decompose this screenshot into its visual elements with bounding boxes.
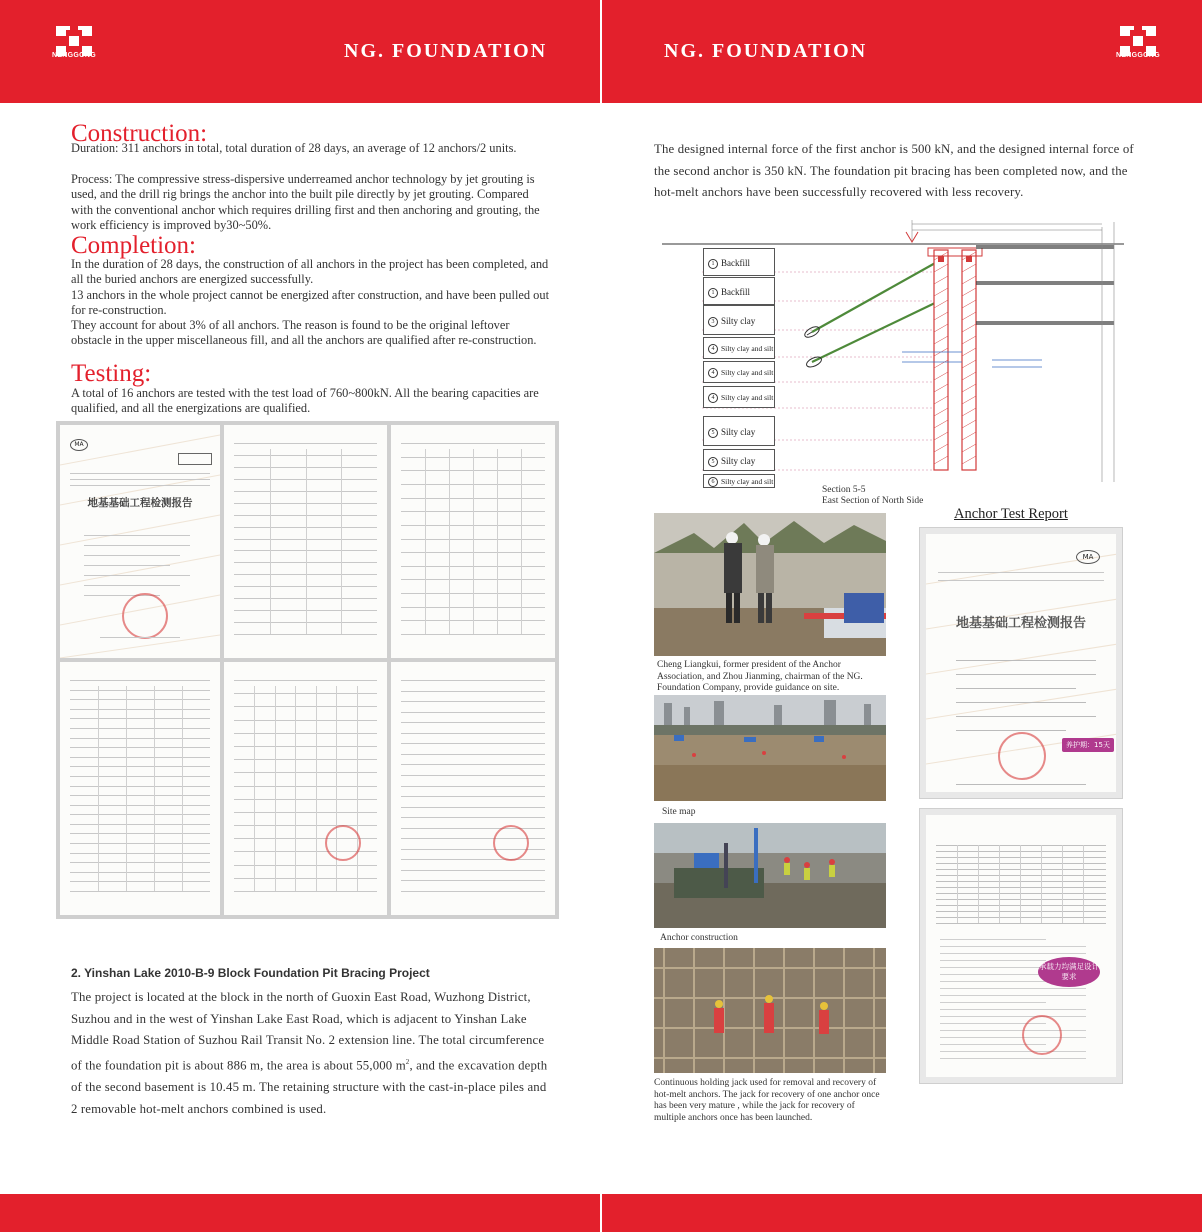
completion-heading: Completion: [71,232,196,259]
report-text-line [940,1009,1086,1010]
soil-layer-9 [703,474,775,488]
table-rule [401,634,545,635]
layer-number-icon: 6 [708,477,718,487]
report-table-rule [936,917,1106,918]
anchor-report-cover-page [926,534,1116,792]
table-rule [401,859,545,860]
report-text-line [940,953,1086,954]
logo-text-left: NENGGONG [51,52,96,59]
soil-layer-3 [703,305,775,335]
capacity-bubble: 承载力均满足设计要求 [1038,957,1100,987]
report-table-rule [936,905,1106,906]
cma-mark-right-icon: MA [1076,550,1100,564]
report-table-seal-icon [1022,1015,1062,1055]
report-table-column-rule [1083,845,1084,923]
curing-period-badge: 养护期：15天 [1062,738,1114,752]
table-rule [401,754,545,755]
soil-layer-2 [703,277,775,305]
table-rule [401,701,545,702]
table-rule [401,733,545,734]
project2-heading: 2. Yinshan Lake 2010-B-9 Block Foundation Pit Bracing Project [71,966,430,980]
layer-label: Silty clay [721,427,756,437]
report-text-line [940,960,1046,961]
table-rule [234,891,377,892]
table-rule [234,706,377,707]
completion-p2: 13 anchors in the whole project cannot be energized after construction, and have been pulled out for re-construction. [71,288,550,318]
table-rule [401,891,545,892]
report-text-line [940,1030,1086,1031]
table-rule [70,786,210,787]
report-table-rule [936,857,1106,858]
report-page-5 [224,662,387,915]
table-rule [70,766,210,767]
report-text-line [940,1058,1086,1059]
stamp-box-icon [178,453,212,465]
table-rule [70,795,210,796]
table-column-rule [425,449,426,634]
nenggong-logo-icon [52,22,96,66]
brand-title-right: NG. FOUNDATION [664,40,868,62]
table-rule [401,712,545,713]
report-text-line [940,988,1086,989]
project2-body [71,987,549,1120]
table-rule [401,807,545,808]
report-text-line [940,939,1046,940]
table-rule [70,814,210,815]
holding-jack-photo [654,948,886,1073]
table-rule [70,805,210,806]
red-seal-icon [122,593,168,639]
table-rule [234,443,377,444]
table-rule [70,881,210,882]
table-column-rule [357,686,358,891]
report-table-rule [936,875,1106,876]
table-rule [70,824,210,825]
table-rule [234,720,377,721]
construction-process: Process: The compressive stress-dispersive underreamed anchor technology by jet grouting is used, and the drill rig brings the anchor into the built pile directly by jet grouting. Compared with the conventional anchor which requires drilling first and then anchoring and grouting, the work efficiency is improved by30~50%. [71,172,540,233]
report-text-line [940,1051,1086,1052]
test-report-documents [56,421,559,919]
table-rule [401,828,545,829]
report-text-line [940,1037,1086,1038]
table-rule [70,843,210,844]
guidance-photo [654,513,886,656]
table-column-rule [254,686,255,891]
layer-label: Silty clay and silt [721,368,774,377]
construction-heading: Construction: [71,120,208,147]
table-column-rule [341,449,342,634]
anchor-construction-photo [654,823,886,928]
table-column-rule [295,686,296,891]
layer-number-icon: 4 [708,393,718,403]
table-rule [70,833,210,834]
table-column-rule [306,449,307,634]
table-rule [234,825,377,826]
report-table-rule [936,899,1106,900]
testing-heading: Testing: [71,360,152,387]
table-rule [234,799,377,800]
layer-number-icon: 4 [708,344,718,354]
report-table-column-rule [978,845,979,923]
report-text-line [940,946,1086,947]
report-cover-page [60,425,220,658]
table-column-rule [182,686,183,891]
testing-p1: A total of 16 anchors are tested with the test load of 760~800kN. All the bearing capacities are qualified, and all the energizations are qualified. [71,386,539,416]
report-text-line [940,1002,1046,1003]
table-rule [70,853,210,854]
report-table-rule [936,851,1106,852]
soil-layer-8 [703,449,775,471]
anchor-report-table [919,808,1123,1084]
nenggong-logo-right-icon [1116,22,1160,66]
anchor-report-seal-icon [998,732,1046,780]
layer-label: Silty clay [721,456,756,466]
table-rule [234,746,377,747]
report-page-6 [391,662,555,915]
report-text-line [940,1016,1086,1017]
table-rule [234,733,377,734]
guidance-photo-caption: Cheng Liangkui, former president of the Anchor Association, and Zhou Jianming, chairman of the NG. Foundation Company, provide guidance on site. [657,660,863,693]
table-rule [70,757,210,758]
anchor-report-table-page [926,815,1116,1077]
table-column-rule [449,449,450,634]
table-rule [70,862,210,863]
anchor-report-cover [919,527,1123,799]
report-text-line [940,995,1086,996]
page-seal-icon [493,825,529,861]
table-column-rule [473,449,474,634]
layer-number-icon: 1 [708,259,718,269]
table-column-rule [270,449,271,634]
table-column-rule [275,686,276,891]
holding-jack-caption: Continuous holding jack used for removal and recovery of hot-melt anchors. The jack for recovery of one anchor once has been very mature , while the jack for recovery of multiple anchors once has been launched. [654,1078,880,1123]
table-rule [70,872,210,873]
report-page-4 [60,662,220,915]
layer-number-icon: 3 [708,317,718,327]
table-rule [401,817,545,818]
report-table-rule [936,881,1106,882]
report-table-column-rule [1062,845,1063,923]
layer-label: Silty clay [721,316,756,326]
section-caption-2: East Section of North Side [822,496,924,506]
construction-duration: Duration: 311 anchors in total, total duration of 28 days, an average of 12 anchors/2 units. [71,141,517,155]
table-rule [401,775,545,776]
report-table-rule [936,893,1106,894]
table-column-rule [154,686,155,891]
table-rule [70,747,210,748]
table-rule [401,880,545,881]
table-rule [70,738,210,739]
table-rule [401,680,545,681]
layer-label: Silty clay and silt [721,393,774,402]
layer-label: Backfill [721,258,750,268]
completion-p3: They account for about 3% of all anchors. The reason is found to be the original leftover obstacle in the upper miscellaneous fill, and all the anchors are qualified after re-construction. [71,318,537,348]
table-rule [234,634,377,635]
report-page-3 [391,425,555,658]
table-column-rule [126,686,127,891]
table-rule [234,865,377,866]
site-map-photo [654,695,886,801]
table-rule [70,709,210,710]
table-rule [401,786,545,787]
report-title-right: 地基基础工程检测报告 [955,616,1086,631]
completion-p1: In the duration of 28 days, the construction of all anchors in the project has been completed, and all the buried anchors are energized successfully. [71,257,549,287]
table-rule [234,812,377,813]
report-table-rule [936,887,1106,888]
table-rule [70,680,210,681]
logo-text-right: NENGGONG [1115,52,1160,59]
table-rule [401,796,545,797]
area-superscript: 2 [405,1058,410,1067]
report-table-rule [936,863,1106,864]
report-table-column-rule [1041,845,1042,923]
layer-number-icon: 5 [708,457,718,467]
soil-layer-1 [703,248,775,276]
table-rule [234,772,377,773]
section-caption-1: Section 5-5 [822,485,866,495]
table-rule [70,690,210,691]
report-title-left: 地基基础工程检测报告 [87,497,193,509]
table-rule [70,776,210,777]
soil-layer-7 [703,416,775,446]
layer-number-icon: 1 [708,288,718,298]
table-column-rule [521,449,522,634]
table-rule [234,759,377,760]
report-table-rule [936,923,1106,924]
table-rule [401,743,545,744]
table-rule [401,764,545,765]
project2-body-text: The project is located at the block in the north of Guoxin East Road, Wuzhong District, Suzhou and in the west of Yinshan Lake East Road, which is adjacent to Yinshan Lake Middle Road Station of Suzhou Rail Transit No. 2 extension line. The total circumference of the foundation pit is about 886 m, the area is about 55,000 m [71,990,545,1073]
table-rule [401,870,545,871]
report-table-rule [936,911,1106,912]
layer-number-icon: 5 [708,428,718,438]
brand-title-left: NG. FOUNDATION [344,40,548,62]
table-rule [70,728,210,729]
layer-label: Silty clay and silt [721,344,774,353]
report-table-rule [936,845,1106,846]
table-rule [401,443,545,444]
table-column-rule [497,449,498,634]
layer-number-icon: 4 [708,368,718,378]
anchor-test-report-heading: Anchor Test Report [954,506,1068,522]
table-rule [234,786,377,787]
table-rule [234,878,377,879]
page-divider [600,0,602,1232]
layer-label: Backfill [721,287,750,297]
table-rule [401,722,545,723]
soil-layer-5 [703,361,775,383]
table-column-rule [316,686,317,891]
report-page-2 [224,425,387,658]
anchor-force-intro: The designed internal force of the first anchor is 500 kN, and the designed internal force of the second anchor is 350 kN. The foundation pit bracing has been completed now, and the hot-melt anchors have been successfully recovered with less recovery. [654,142,1134,200]
report-text-line [940,981,1046,982]
soil-layer-4 [703,337,775,359]
table-rule [401,691,545,692]
table-rule [234,680,377,681]
report-table-column-rule [999,845,1000,923]
soil-layer-6 [703,386,775,408]
report-table-column-rule [1020,845,1021,923]
site-map-caption: Site map [662,807,696,817]
table-rule [70,718,210,719]
project2-body-end: , and the excavation depth of the second basement is 10.45 m. The retaining structure with the cast-in-place piles and 2 removable hot-melt anchors combined is used. [71,1058,548,1116]
table-rule [234,693,377,694]
anchor-construction-caption: Anchor construction [660,933,738,943]
report-table-rule [936,869,1106,870]
table-column-rule [98,686,99,891]
page-seal-icon [325,825,361,861]
table-rule [70,699,210,700]
cma-mark-icon: MA [70,439,88,451]
report-table-column-rule [957,845,958,923]
layer-label: Silty clay and silt [721,477,774,486]
table-rule [70,891,210,892]
